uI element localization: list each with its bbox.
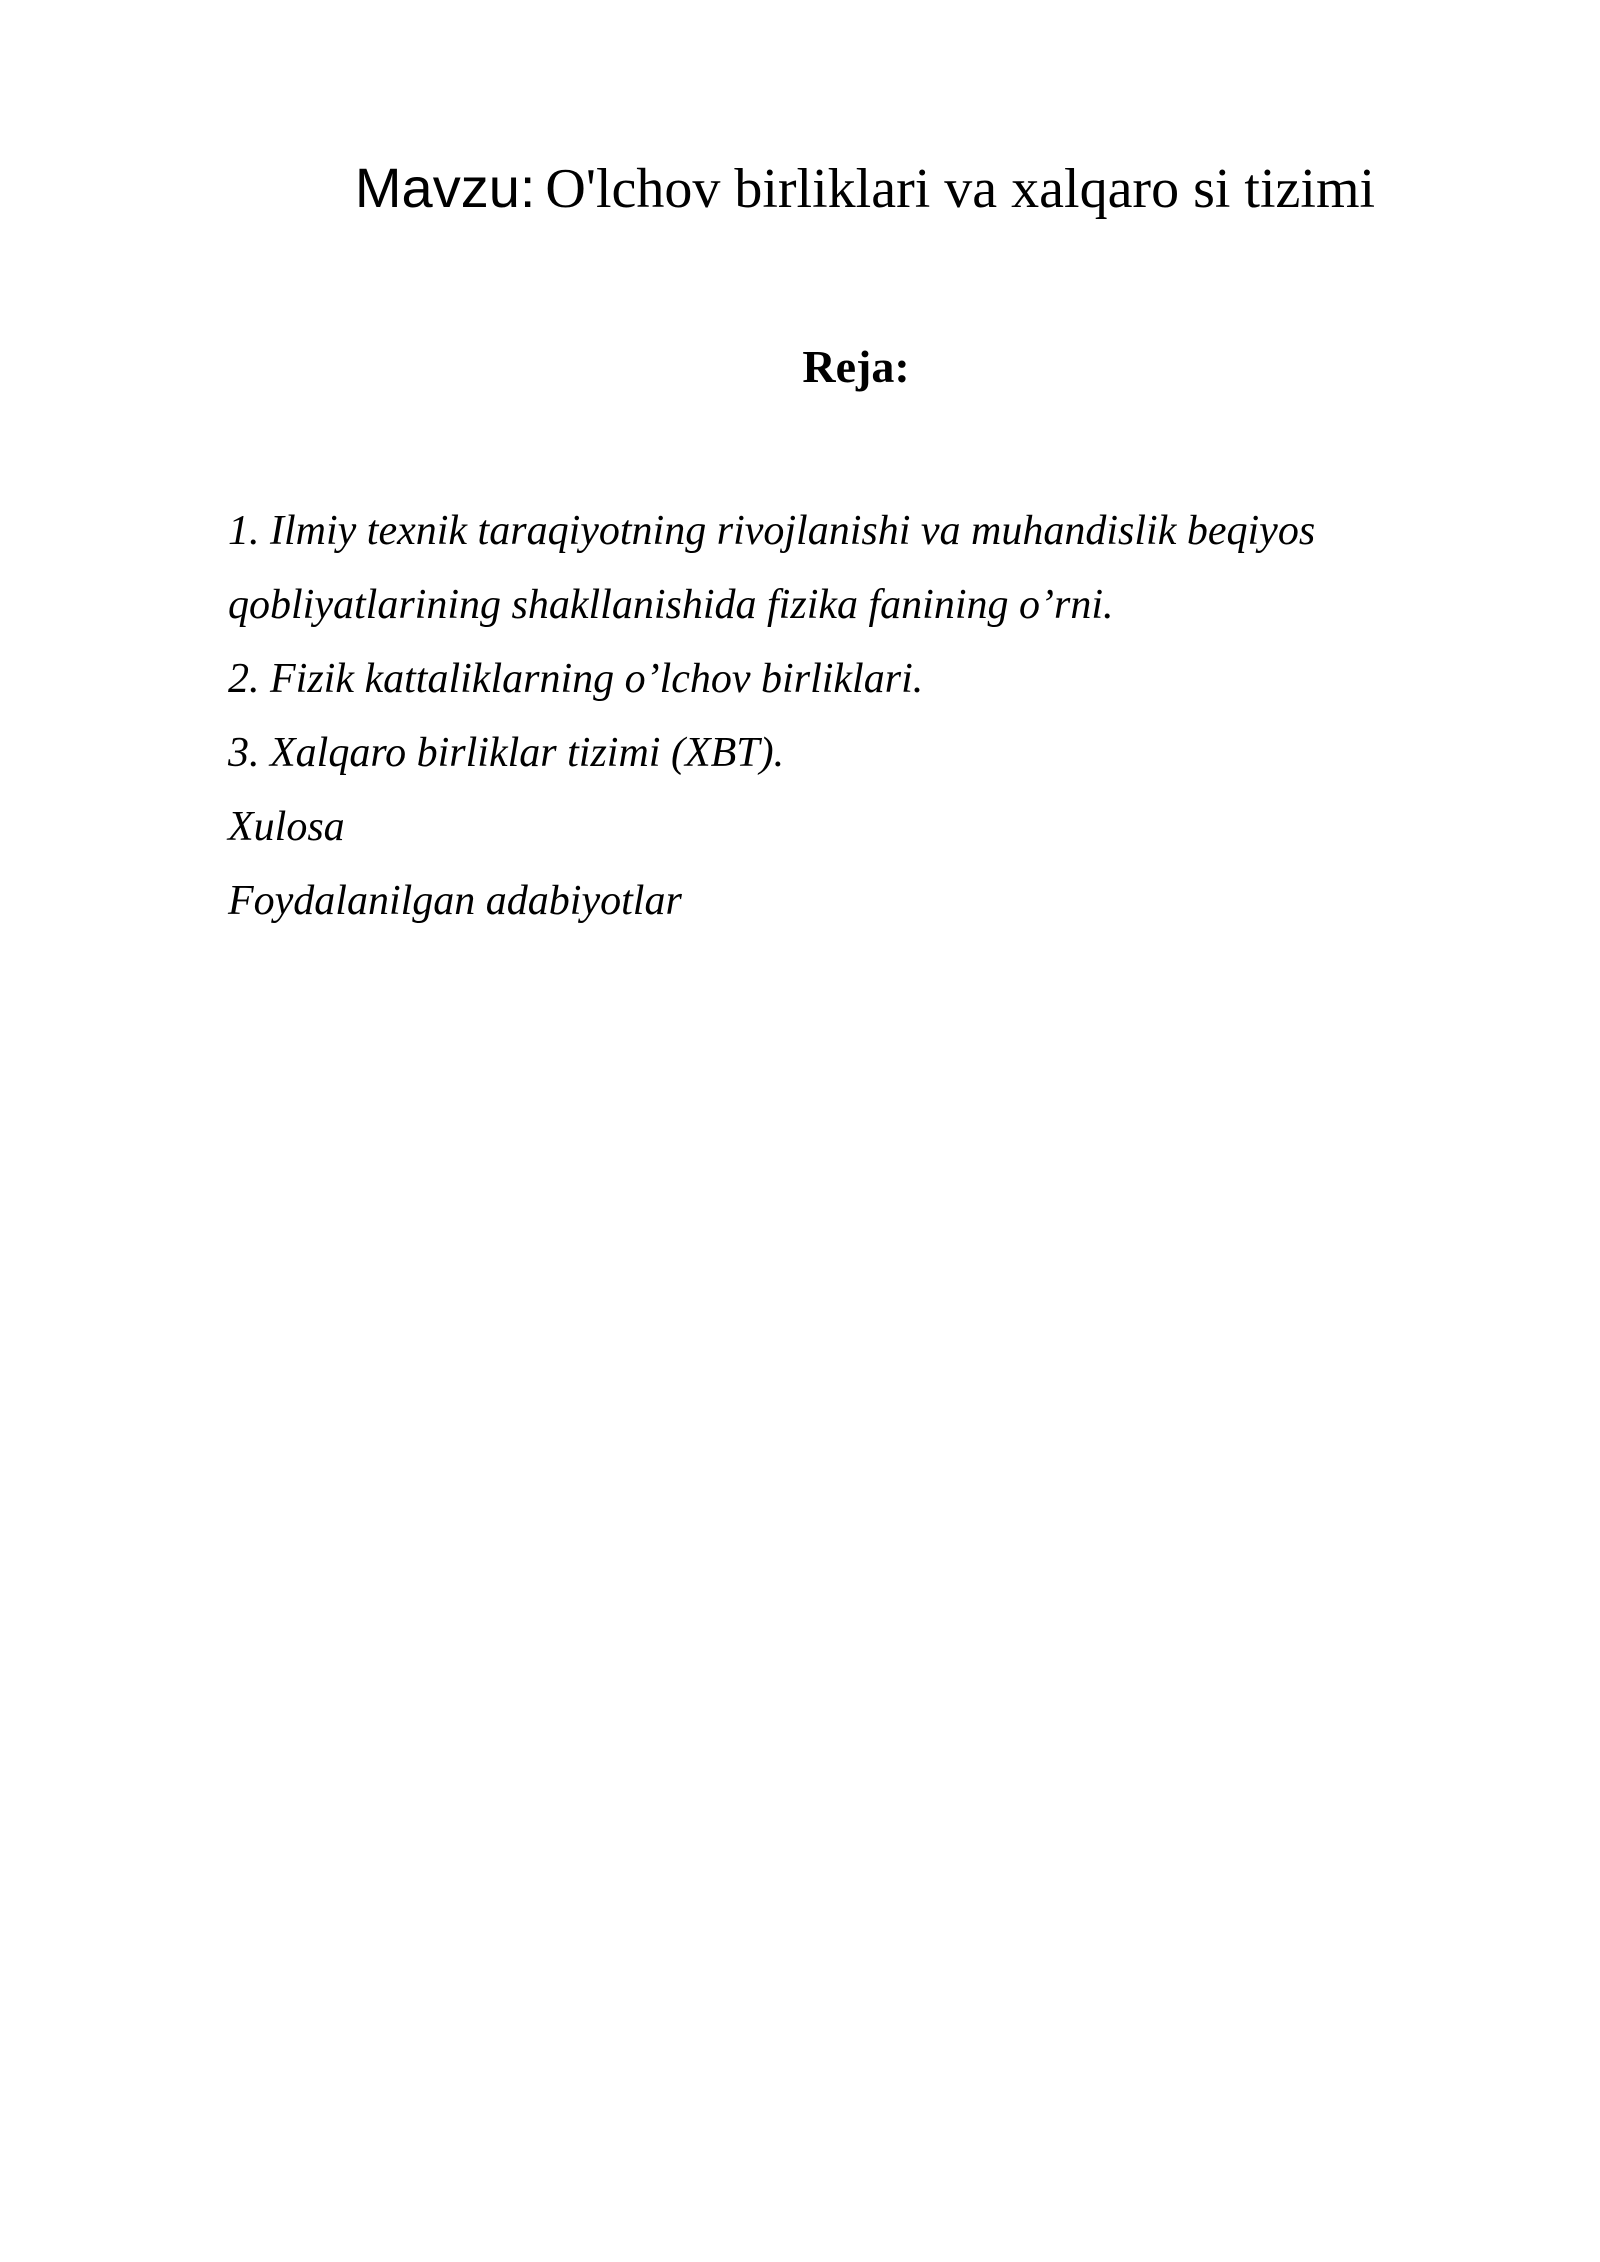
plan-item-3: 3. Xalqaro birliklar tizimi (XBT).	[228, 730, 785, 776]
plan-list	[228, 494, 1428, 938]
title-topic: O'lchov birliklari va xalqaro si tizimi	[545, 158, 1376, 220]
plan-item-1-line-2: qobliyatlarining shakllanishida fizika fanining o’rni.	[228, 582, 1114, 628]
plan-item-2: 2. Fizik kattaliklarning o’lchov birliklari.	[228, 656, 924, 702]
plan-item-1-line-1: 1. Ilmiy texnik taraqiyotning rivojlanishi va muhandislik beqiyos	[228, 508, 1316, 554]
plan-heading	[0, 332, 1600, 402]
plan-item-conclusion: Xulosa	[228, 804, 345, 850]
plan-heading-text: Reja:	[802, 341, 910, 392]
plan-item-references: Foydalanilgan adabiyotlar	[228, 878, 682, 924]
page-title	[0, 148, 1600, 229]
title-prefix: Mavzu:	[354, 156, 536, 219]
